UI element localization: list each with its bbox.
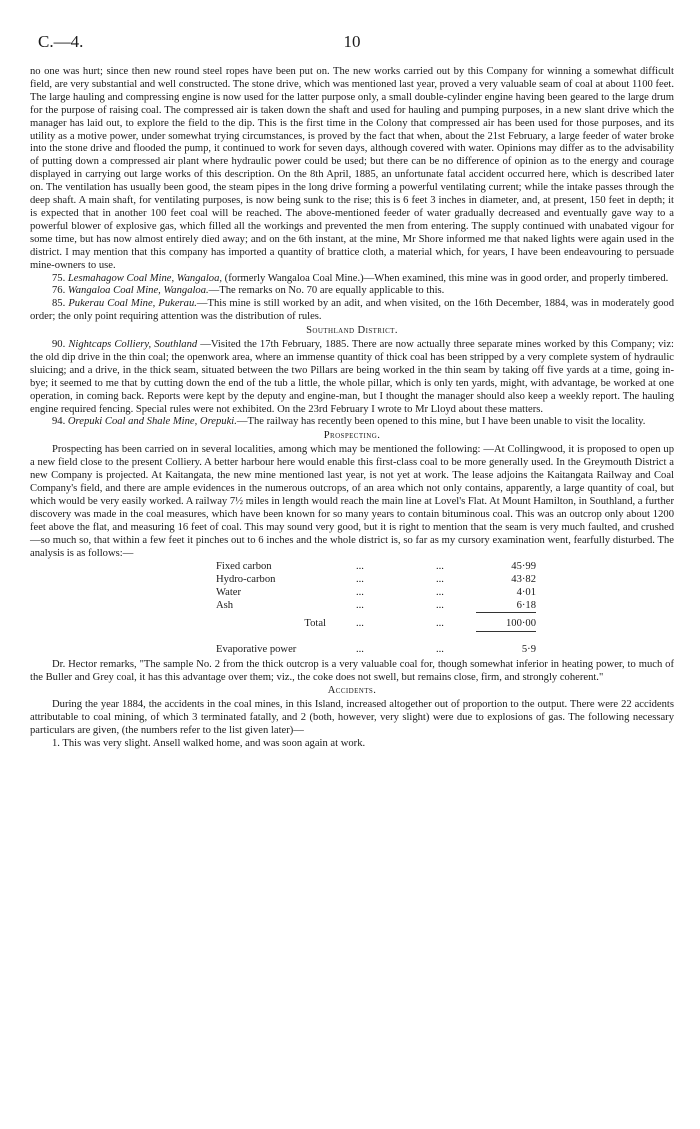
- leader-dots: ...: [436, 586, 444, 598]
- leader-dots: ...: [436, 643, 444, 655]
- leader-dots: ...: [356, 561, 364, 573]
- leader-dots: ...: [436, 599, 444, 611]
- entry-90: [30, 339, 674, 416]
- entry-text: —The remarks on No. 70 are equally applicable to this.: [208, 285, 445, 297]
- analysis-value: 45·99: [511, 561, 536, 573]
- mine-name: Wangaloa Coal Mine, Wangaloa.: [67, 285, 209, 297]
- accidents-heading: Accidents.: [327, 685, 377, 697]
- section-reference: C.—4.: [38, 32, 84, 51]
- leader-dots: ...: [356, 618, 364, 630]
- analysis-row: [216, 587, 536, 600]
- entry-text: —This mine is still worked by an adit, and when visited, on the 16th December, 1884, was in moderately good order; the only point requiring attention was the distribution of rules.: [30, 298, 675, 323]
- entry-number: 75.: [52, 272, 66, 284]
- entry-85: [30, 298, 674, 324]
- entry-text: —Visited the 17th February, 1885. There are now actually three separate mines worked by this Company; viz: the old dip drive in the thin coal; the openwork area, where an immense quantity of thick coal has been stripped by a very complete system of hydraulic sluicing; and a drive, in the thick seam, situated between the two Pillars are being worked in the thin seam by taking off five yards at a time, going in-bye; it seemed to me that by cutting down the end of the tub a little, the whole pillar, which is only ten yards, might, with advantage, be worked at one operation, in coming back. Reports were kept by the deputy and engine-man, but I thought the manager should also keep a weekly report. The hauling engine required fencing. Special rules were not exhibited. On the 23rd February I wrote to Mr Lloyd about these matters.: [30, 339, 674, 415]
- evaporative-label: Evaporative power: [216, 643, 297, 655]
- analysis-row: [216, 574, 536, 587]
- analysis-value: 4·01: [516, 586, 536, 598]
- analysis-value: 43·82: [511, 574, 536, 586]
- page-header: [30, 28, 674, 58]
- accidents-paragraph: During the year 1884, the accidents in the coal mines, in this Island, increased altogether out of proportion to the output. There were 22 accidents attributable to coal mining, of which 3 terminated fatally, and 2 (both, however, very slight) were due to explosions of gas. The following necessary particulars are given, (the numbers refer to the list given later)—: [30, 699, 674, 737]
- leader-dots: ...: [356, 599, 364, 611]
- total-label: Total: [304, 618, 326, 630]
- page-number: 10: [343, 32, 361, 51]
- prospecting-paragraph: Prospecting has been carried on in several localities, among which may be mentioned the following: —At Collingwood, it is proposed to open up a new field close to the present Colliery. A better harbour here would enable this first-class coal to be more generally used. In the Greymouth District a new Company is projected. At Kaitangata, the new mine mentioned last year, is not yet at work. The lease adjoins the Kaitangata Railway and Coal Company's field, and there are ample evidences in the numerous outcrops, of an area which not only contains, apparently, a large quantity of coal, but which would be very easily worked. A railway 7½ miles in length would reach the main line at Lovel's Flat. At Mount Hamilton, in Southland, a further discovery was made in the coal measures, which have been known for so many years to contain bituminous coal. This was an outcrop only about 1200 feet above the flat, and measuring 16 feet of coal. This may sound very good, but it is right to mention that the seam is very much faulted, and crushed—so much so, that within a few feet it pinches out to 6 inches and the whole district is, so far as my cursory examination went, fearfully disturbed. The analysis is as follows:—: [30, 444, 674, 559]
- accident-item-1: 1. This was very slight. Ansell walked home, and was soon again at work.: [52, 738, 366, 750]
- entry-76: [30, 285, 674, 298]
- mine-name: Pukerau Coal Mine, Pukerau.: [68, 298, 197, 310]
- leader-dots: ...: [356, 643, 364, 655]
- mine-name: Nightcaps Colliery, Southland: [68, 339, 198, 351]
- analysis-value: 6·18: [516, 599, 536, 611]
- mine-name: Orepuki Coal and Shale Mine, Orepuki.: [67, 416, 237, 428]
- entry-number: 76.: [52, 285, 66, 297]
- document-body: [30, 66, 674, 751]
- leader-dots: ...: [356, 586, 364, 598]
- entry-75: [30, 273, 674, 286]
- analysis-row: [216, 561, 536, 574]
- leader-dots: ...: [436, 574, 444, 586]
- prospecting-heading: Prospecting.: [323, 430, 381, 442]
- mine-name: Lesmahagow Coal Mine, Wangaloa,: [67, 272, 223, 284]
- analysis-total-row: [216, 613, 536, 632]
- analysis-label: Hydro-carbon: [216, 574, 276, 586]
- leader-dots: ...: [436, 561, 444, 573]
- entry-text: —The railway has recently been opened to this mine, but I have been unable to visit the locality.: [236, 416, 646, 428]
- evaporative-value: 5·9: [521, 643, 536, 655]
- analysis-row: [216, 600, 536, 613]
- southland-district-heading: Southland District.: [306, 325, 398, 337]
- leader-dots: ...: [356, 574, 364, 586]
- hector-quote-paragraph: Dr. Hector remarks, "The sample No. 2 from the thick outcrop is a very valuable coal for, though somewhat inferior in heating power, to much of the Buller and Grey coal, it has this advantage over them; viz., the coke does not swell, but remains close, firm, and strongly coherent.": [30, 658, 674, 683]
- evaporative-power-row: [216, 644, 536, 657]
- analysis-label: Water: [216, 586, 242, 598]
- entry-number: 94.: [52, 416, 66, 428]
- leader-dots: ...: [436, 618, 444, 630]
- total-value: 100·00: [476, 613, 536, 632]
- analysis-table: [216, 561, 536, 656]
- analysis-label: Fixed carbon: [216, 561, 272, 573]
- entry-text: (formerly Wangaloa Coal Mine.)—When examined, this mine was in good order, and properly timbered.: [224, 272, 669, 284]
- entry-number: 85.: [52, 298, 66, 310]
- paragraph-continued: no one was hurt; since then new round steel ropes have been put on. The new works carried out by this Company for winning a somewhat difficult field, are very substantial and well constructed. The stone drive, which was mentioned last year, proved a very valuable seam of coal at about 1100 feet. The large hauling and compressing engine is now used for the latter purpose only, a small double-cylinder engine having been geared to the large drum for the purpose of raising coal. The compressed air is taken down the shaft and used for hauling and pumping purposes, in a new slant drive which the manager has laid out, to explore the field to the dip. This is the first time in the Colony that compressed air has been used for those purposes, and its utility as a motive power, under somewhat trying circumstances, is proved by the fact that when, about the 21st February, a large feeder of water broke into the stone drive and flooded the pump, it continued to work for seven days, although covered with water. Opinions may differ as to the advisability of putting down a compressed air plant where hydraulic power could be used; but there can be no difference of opinion as to the energy and courage displayed in carrying out large works of this description. On the 8th April, 1885, an unfortunate fatal accident occurred here, which is described later on. The ventilation has usually been good, the steam pipes in the long drive forming a powerful ventilating current; while the intake passes through the deep shaft. A main shaft, for ventilating purposes, is now being sunk to the rise; this is 6 feet 3 inches in diameter, and, at present, 150 feet in depth; it is expected that in another 100 feet coal will be reached. The above-mentioned feeder of water gradually decreased and eventually gave way to a powerful blower of explosive gas, which filled all the workings and prevented the men from entering. The supply continued with unabated vigour for some time, but has now almost entirely died away; and on the 6th instant, at the mine, Mr Shore informed me that naked lights were again used in the district. I may mention that this company has imported a quantity of brattice cloth, a material which, for years, I have been endeavouring to persuade mine-owners to use.: [30, 66, 674, 271]
- entry-number: 90.: [52, 339, 66, 351]
- analysis-label: Ash: [216, 599, 234, 611]
- entry-94: [30, 416, 674, 429]
